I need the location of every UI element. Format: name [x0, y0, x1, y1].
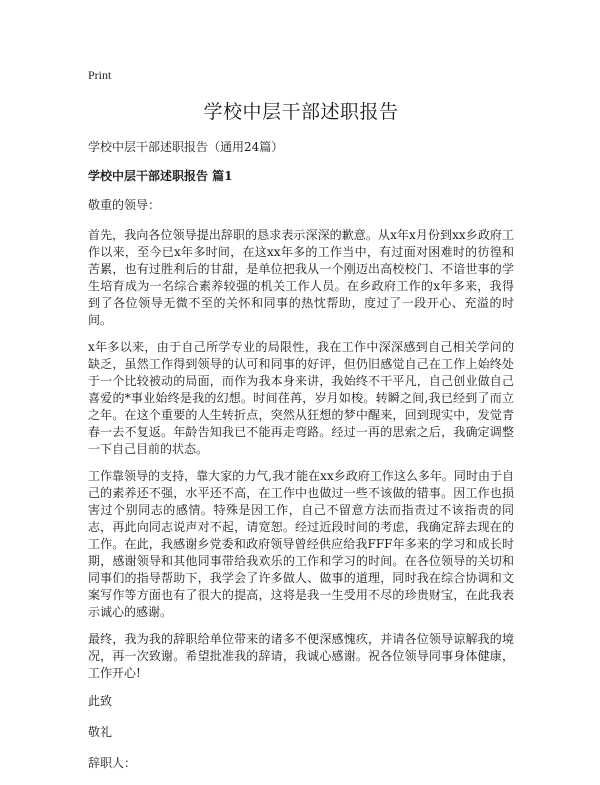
body-paragraph: 首先，我向各位领导提出辞职的恳求表示深深的歉意。从x年x月份到xx乡政府工作以来，至今已x年多时间，在这xx年多的工作当中，有过面对困难时的彷徨和苦累，也有过胜利后的甘甜，是单位把我从一个刚迈出高校校门、不谙世事的学生培育成为一名综合素养较强的机关工作人员。在乡政府工作的x年多来，我得到了各位领导无微不至的关怀和同事的热忱帮助，度过了一段开心、充溢的时间。: [88, 228, 514, 327]
page-title: 学校中层干部述职报告: [203, 101, 399, 123]
body-paragraph: x年多以来，由于自己所学专业的局限性，我在工作中深深感到自己相关学问的缺乏，虽然工作得到领导的认可和同事的好评，但仍旧感觉自己在工作上始终处于一个比较被动的局面，而作为我本身来讲，我始终不干平凡，自己创业做自己喜爱的*事业始终是我的幻想。时间荏苒，岁月如梭。转瞬之间,我已经到了而立之年。在这个重要的人生转折点，突然从狂想的梦中醒来，回到现实中，发觉青春一去不复返。年龄告知我已不能再走弯路。经过一再的思索之后，我确定调整一下自己目前的状态。: [88, 340, 514, 456]
print-link[interactable]: Print: [88, 68, 112, 82]
body-paragraph: 工作靠领导的支持，靠大家的力气,我才能在xx乡政府工作这么多年。同时由于自己的素养还不强，水平还不高，在工作中也做过一些不该做的错事。因工作也损害过个别同志的感情。特殊是因工作，自己不留意方法而指责过不该指责的同志，再此向同志说声对不起，请宽恕。经过近段时间的考虑，我确定辞去现在的工作。在此，我感谢乡党委和政府领导曾经供应给我FFF年多来的学习和成长时期，感谢领导和其他同事带给我欢乐的工作和学习的时间。在各位领导的关切和同事们的指导帮助下，我学会了许多做人、做事的道理，同时我在综合协调和文案写作等方面也有了很大的提高，这将是我一生受用不尽的珍贵财宝，在此我表示诚心的感谢。: [88, 469, 514, 619]
body-paragraph: 最终，我为我的辞职给单位带来的诸多不便深感愧疚，并请各位领导谅解我的境况，再一次致谢。希望批准我的辞请，我诚心感谢。祝各位领导同事身体健康，工作开心!: [88, 632, 514, 680]
closing-salute: 敬礼: [88, 725, 113, 739]
document-page: [88, 68, 514, 785]
salutation: 敬重的领导：: [88, 198, 161, 212]
document-subtitle: 学校中层干部述职报告（通用24篇）: [88, 140, 284, 154]
closing-line: 此致: [88, 694, 113, 708]
signature-line: 辞职人：: [88, 756, 137, 770]
section-heading: 学校中层干部述职报告 篇1: [88, 169, 233, 183]
